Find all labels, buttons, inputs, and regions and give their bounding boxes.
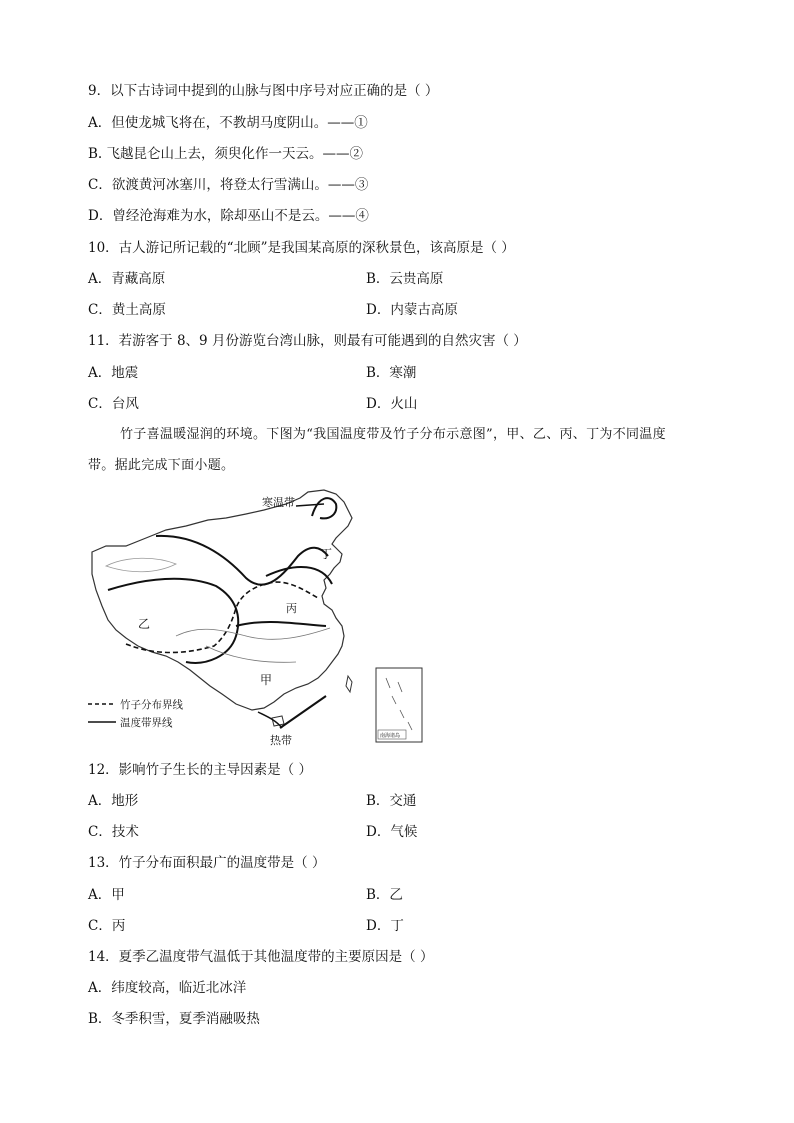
intro-line-2: 带。据此完成下面小题。 <box>88 458 235 473</box>
q9-stem: 9．以下古诗词中提到的山脉与图中序号对应正确的是（ ） <box>88 83 439 99</box>
q9-option-d: D．曾经沧海难为水，除却巫山不是云。——④ <box>88 208 369 224</box>
q14-stem: 14．夏季乙温度带气温低于其他温度带的主要原因是（ ） <box>88 949 434 965</box>
q11-option-a: A．地震 <box>88 365 139 381</box>
q10-stem: 10．古人游记所记载的“北顾”是我国某高原的深秋景色，该高原是（ ） <box>88 240 515 256</box>
q9-option-b: B. 飞越昆仑山上去，须臾化作一天云。——② <box>88 146 364 162</box>
q14-option-a: A．纬度较高，临近北冰洋 <box>88 980 247 996</box>
china-temperature-zone-map <box>86 486 456 748</box>
q13-option-d: D．丁 <box>366 918 404 934</box>
desert-contour <box>106 558 176 572</box>
q12-option-d: D．气候 <box>366 824 418 840</box>
temp-boundary-tropic <box>280 696 326 728</box>
q12-option-c: C．技术 <box>88 824 139 840</box>
q10-option-c: C．黄土高原 <box>88 302 166 318</box>
q9-option-a: A．但使龙城飞将在，不教胡马度阴山。——① <box>88 115 368 131</box>
label-ding: 丁 <box>320 547 333 561</box>
q9-option-c: C．欲渡黄河冰塞川，将登太行雪满山。——③ <box>88 177 369 193</box>
taiwan-island <box>346 676 352 692</box>
q12-option-a: A．地形 <box>88 793 139 809</box>
label-tropic: 热带 <box>270 734 292 747</box>
q13-option-a: A．甲 <box>88 887 125 903</box>
q10-option-b: B．云贵高原 <box>366 271 444 287</box>
temp-boundary-plateau <box>108 579 238 663</box>
cold-zone-leader <box>296 504 324 506</box>
temp-boundary-mid <box>236 622 326 626</box>
china-outline <box>92 490 352 710</box>
q12-option-b: B．交通 <box>366 793 417 809</box>
q10-option-a: A．青藏高原 <box>88 271 166 287</box>
legend-temp: 温度带界线 <box>120 717 173 729</box>
inset-label: 南海诸岛 <box>380 733 401 739</box>
q13-stem: 13．竹子分布面积最广的温度带是（ ） <box>88 855 326 871</box>
label-bing: 丙 <box>286 602 297 615</box>
q11-option-d: D．火山 <box>366 396 418 412</box>
q14-option-b: B．冬季积雪，夏季消融吸热 <box>88 1011 260 1027</box>
q11-option-c: C．台风 <box>88 396 139 412</box>
q10-option-d: D．内蒙古高原 <box>366 302 458 318</box>
cold-zone-boundary <box>312 498 336 518</box>
q13-option-b: B．乙 <box>366 887 403 903</box>
bamboo-boundary <box>126 582 318 653</box>
river-lines <box>176 628 330 639</box>
legend-bamboo: 竹子分布界线 <box>120 699 183 711</box>
label-cold-zone: 寒温带 <box>262 496 295 509</box>
river-lines-2 <box>206 646 296 662</box>
q13-option-c: C．丙 <box>88 918 126 934</box>
label-yi: 乙 <box>138 617 151 631</box>
q11-option-b: B．寒潮 <box>366 365 417 381</box>
q11-stem: 11．若游客于 8、9 月份游览台湾山脉，则最有可能遇到的自然灾害（ ） <box>88 333 527 349</box>
temp-boundary-north <box>156 536 328 585</box>
intro-line-1: 竹子喜温暖湿润的环境。下图为“我国温度带及竹子分布示意图”，甲、乙、丙、丁为不同温度 <box>120 427 666 442</box>
label-jia: 甲 <box>260 673 273 687</box>
q12-stem: 12．影响竹子生长的主导因素是（ ） <box>88 762 312 778</box>
